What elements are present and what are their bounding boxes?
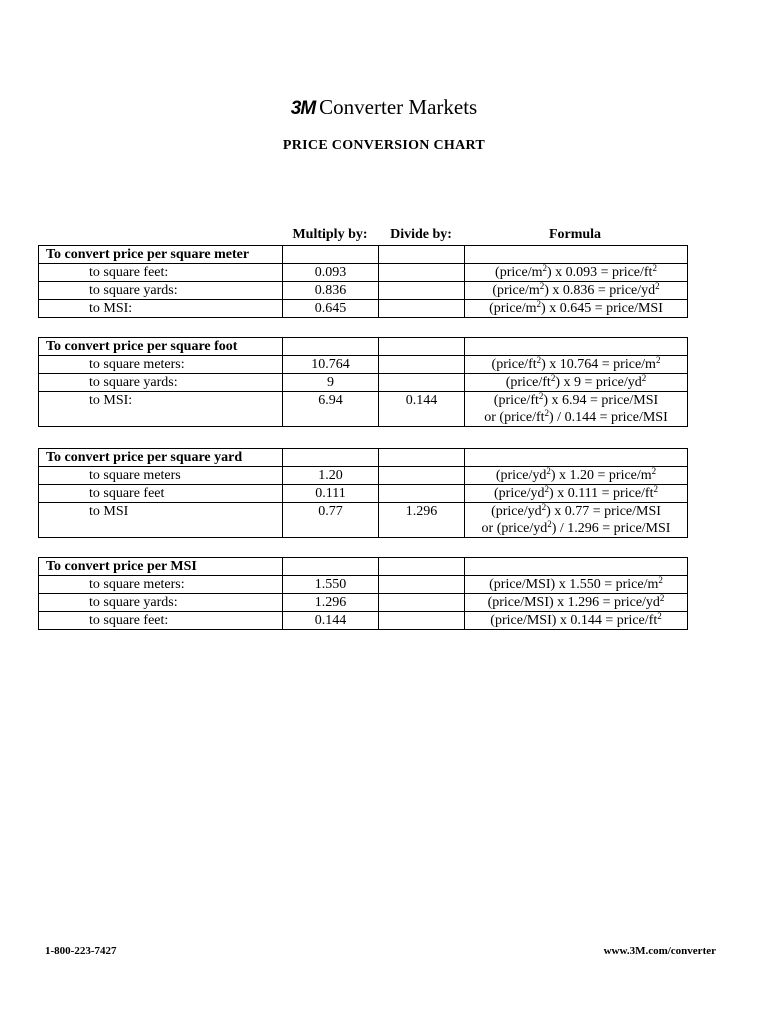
multiply-value: 0.645 (283, 300, 379, 318)
footer-website[interactable]: www.3M.com/converter (603, 945, 716, 957)
section-header-row (39, 338, 688, 356)
formula-text: (price/m (492, 283, 540, 298)
formula-exponent: 2 (544, 484, 550, 494)
formula-exponent: 2 (544, 408, 550, 418)
section-heading: To convert price per MSI (39, 558, 283, 576)
formula-text: (price/ft (491, 357, 537, 372)
table-row (39, 356, 688, 374)
table-row (39, 612, 688, 630)
empty-cell (379, 449, 465, 467)
formula-cell (465, 467, 688, 485)
conversion-table (38, 337, 688, 427)
divide-value (379, 300, 465, 318)
formula-line (467, 282, 685, 299)
section-heading: To convert price per square yard (39, 449, 283, 467)
formula-line (467, 392, 685, 409)
divide-value (379, 576, 465, 594)
multiply-value: 1.550 (283, 576, 379, 594)
formula-exponent: 2 (655, 355, 661, 365)
empty-cell (379, 246, 465, 264)
formula-line (467, 485, 685, 502)
divide-value (379, 594, 465, 612)
empty-cell (465, 449, 688, 467)
divide-value (379, 264, 465, 282)
formula-text: (price/MSI) x 0.144 = price/ft (490, 613, 658, 628)
title-text: Converter Markets (319, 95, 478, 119)
conversion-table (38, 557, 688, 630)
formula-line (467, 374, 685, 391)
table-row (39, 503, 688, 538)
empty-cell (283, 338, 379, 356)
table-row (39, 576, 688, 594)
formula-exponent: 2 (542, 263, 547, 273)
divide-value (379, 356, 465, 374)
formula-text: or (price/yd (481, 521, 548, 536)
empty-cell (465, 338, 688, 356)
formula-cell (465, 485, 688, 503)
formula-cell (465, 374, 688, 392)
table-row (39, 300, 688, 318)
empty-cell (283, 449, 379, 467)
formula-line (467, 520, 685, 537)
formula-exponent: 2 (546, 466, 551, 476)
formula-exponent: 2 (655, 281, 660, 291)
formula-cell (465, 264, 688, 282)
formula-text: ) x 6.94 = price/MSI (543, 393, 659, 408)
section-header-row (39, 449, 688, 467)
empty-cell (465, 558, 688, 576)
divide-value (379, 612, 465, 630)
table-row (39, 594, 688, 612)
row-label: to square meters (39, 467, 283, 485)
formula-exponent: 2 (547, 519, 552, 529)
multiply-value: 0.77 (283, 503, 379, 538)
divide-value: 0.144 (379, 392, 465, 427)
formula-exponent: 2 (550, 373, 556, 383)
formula-cell (465, 576, 688, 594)
empty-cell (379, 558, 465, 576)
formula-line (467, 467, 685, 484)
formula-line (467, 300, 685, 317)
formula-text: ) x 0.093 = price/ft (546, 265, 653, 280)
row-label: to MSI (39, 503, 283, 538)
divide-value (379, 485, 465, 503)
formula-line (467, 409, 685, 426)
formula-exponent: 2 (657, 611, 662, 621)
divide-value: 1.296 (379, 503, 465, 538)
formula-exponent: 2 (652, 263, 657, 273)
formula-exponent: 2 (651, 466, 657, 476)
formula-exponent: 2 (658, 575, 663, 585)
conversion-table (38, 448, 688, 538)
multiply-value: 1.296 (283, 594, 379, 612)
formula-exponent: 2 (659, 593, 665, 603)
multiply-value: 10.764 (283, 356, 379, 374)
multiply-value: 0.111 (283, 485, 379, 503)
formula-text: ) x 0.111 = price/ft (549, 486, 654, 501)
formula-text: ) x 0.77 = price/MSI (546, 504, 661, 519)
empty-cell (379, 338, 465, 356)
formula-text: ) x 9 = price/yd (555, 375, 642, 390)
divide-value (379, 282, 465, 300)
divide-value (379, 374, 465, 392)
formula-text: (price/MSI) x 1.550 = price/m (489, 577, 659, 592)
formula-exponent: 2 (641, 373, 647, 383)
section-header-row (39, 558, 688, 576)
formula-cell (465, 612, 688, 630)
formula-text: (price/m (495, 265, 543, 280)
column-header-multiply: Multiply by: (292, 227, 368, 242)
formula-line (467, 612, 685, 629)
column-header-divide: Divide by: (390, 227, 452, 242)
formula-line (467, 356, 685, 373)
formula-line (467, 576, 685, 593)
row-label: to square feet: (39, 612, 283, 630)
formula-text: ) x 1.20 = price/m (550, 468, 652, 483)
multiply-value: 0.093 (283, 264, 379, 282)
formula-cell (465, 594, 688, 612)
formula-text: (price/yd (491, 504, 542, 519)
formula-line (467, 594, 685, 611)
table-row (39, 374, 688, 392)
row-label: to square meters: (39, 356, 283, 374)
formula-cell (465, 300, 688, 318)
column-header-formula: Formula (548, 227, 602, 242)
row-label: to square yards: (39, 374, 283, 392)
multiply-value: 0.144 (283, 612, 379, 630)
formula-cell (465, 282, 688, 300)
formula-text: or (price/ft (484, 410, 545, 425)
row-label: to square yards: (39, 594, 283, 612)
formula-text: (price/yd (495, 468, 547, 483)
table-row (39, 467, 688, 485)
footer-phone: 1-800-223-7427 (45, 945, 117, 957)
formula-text: ) x 10.764 = price/m (541, 357, 656, 372)
formula-line (467, 503, 685, 520)
row-label: to MSI: (39, 392, 283, 427)
row-label: to square feet: (39, 264, 283, 282)
formula-exponent: 2 (541, 502, 547, 512)
formula-cell (465, 356, 688, 374)
formula-text: (price/ft (493, 393, 539, 408)
formula-exponent: 2 (539, 281, 545, 291)
document-title (0, 94, 768, 122)
section-heading: To convert price per square foot (39, 338, 283, 356)
formula-exponent: 2 (653, 484, 658, 494)
row-label: to square meters: (39, 576, 283, 594)
row-label: to square yards: (39, 282, 283, 300)
conversion-table (38, 245, 688, 318)
table-row (39, 282, 688, 300)
table-row (39, 264, 688, 282)
multiply-value: 6.94 (283, 392, 379, 427)
empty-cell (283, 558, 379, 576)
table-row (39, 392, 688, 427)
formula-exponent: 2 (536, 299, 542, 309)
section-heading: To convert price per square meter (39, 246, 283, 264)
formula-cell (465, 503, 688, 538)
column-headers (38, 227, 686, 245)
formula-cell (465, 392, 688, 427)
table-row (39, 485, 688, 503)
multiply-value: 1.20 (283, 467, 379, 485)
empty-cell (283, 246, 379, 264)
empty-cell (465, 246, 688, 264)
formula-text: ) / 0.144 = price/MSI (549, 410, 668, 425)
multiply-value: 0.836 (283, 282, 379, 300)
formula-text: ) x 0.645 = price/MSI (541, 301, 663, 316)
formula-line (467, 264, 685, 281)
formula-exponent: 2 (536, 355, 542, 365)
formula-text: ) / 1.296 = price/MSI (551, 521, 671, 536)
formula-text: (price/yd (494, 486, 545, 501)
formula-text: ) x 0.836 = price/yd (544, 283, 656, 298)
row-label: to MSI: (39, 300, 283, 318)
3m-logo: 3M (290, 98, 316, 119)
row-label: to square feet (39, 485, 283, 503)
chart-subtitle: PRICE CONVERSION CHART (282, 138, 486, 153)
multiply-value: 9 (283, 374, 379, 392)
formula-text: (price/m (489, 301, 537, 316)
divide-value (379, 467, 465, 485)
formula-exponent: 2 (538, 391, 544, 401)
formula-text: (price/ft (505, 375, 551, 390)
section-header-row (39, 246, 688, 264)
formula-text: (price/MSI) x 1.296 = price/yd (487, 595, 660, 610)
